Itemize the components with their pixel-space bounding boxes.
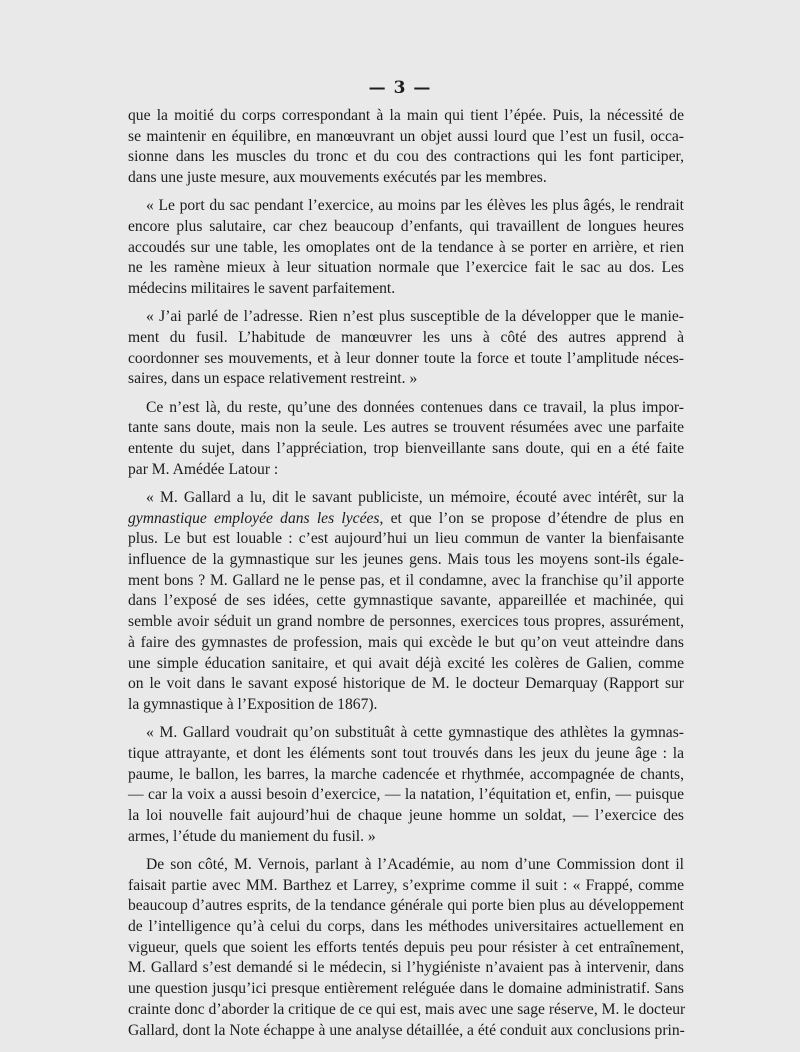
text-line: la gymnastique à l’Exposition de 1867). xyxy=(128,695,378,713)
paragraph xyxy=(128,855,684,1041)
text-line: tique attrayante, et dont les éléments sont tout trouvés dans les jeux du jeune âge : la xyxy=(128,744,684,762)
text-line: ne les ramène mieux à leur situation normale que l’exercice fait le sac au dos. Les xyxy=(128,259,684,277)
text-line: semble avoir séduit un grand nombre de personnes, exercices tous propres, assurément, xyxy=(128,613,684,631)
text-line: armes, l’étude du maniement du fusil. » xyxy=(128,827,376,845)
paragraph xyxy=(128,488,684,716)
text-line: ment du fusil. L’habitude de manœuvrer les uns à côté des autres apprend à xyxy=(128,329,684,347)
text-line: Gallard, dont la Note échappe à une analyse détaillée, a été conduit aux conclusions prin- xyxy=(128,1021,685,1039)
text-line: tante sans doute, mais non la seule. Les autres se trouvent résumées avec une parfaite xyxy=(128,419,684,437)
text-line: « M. Gallard a lu, dit le savant publiciste, un mémoire, écouté avec intérêt, sur la xyxy=(146,488,684,506)
paragraph xyxy=(128,398,684,481)
text-line: vigueur, quels que soient les efforts tentés depuis peu pour résister à cet entraînement, xyxy=(128,938,684,956)
text-line: de l’intelligence qu’à celui du corps, dans les méthodes universitaires actuellement en xyxy=(128,918,684,936)
text-line: sionne dans les muscles du tronc et du cou des contractions qui les font participer, xyxy=(128,148,684,166)
text-line: on le voit dans le savant exposé historique de M. le docteur Demarquay (Rapport sur xyxy=(128,675,684,693)
paragraph xyxy=(128,723,684,847)
text-line: M. Gallard s’est demandé si le médecin, si l’hygiéniste n’avaient pas à intervenir, dans xyxy=(128,959,684,977)
text-line: médecins militaires le savent parfaitement. xyxy=(128,280,396,298)
text-line: coordonner ses mouvements, et à leur donner toute la force et toute l’amplitude néces- xyxy=(128,349,684,367)
text-line: que la moitié du corps correspondant à la main qui tient l’épée. Puis, la nécessité de xyxy=(128,107,684,124)
text-line: dans une juste mesure, aux mouvements exécutés par les membres. xyxy=(128,169,547,187)
text-fragment: , et que l’on se propose d’étendre de plus en xyxy=(379,509,684,527)
text-line: saires, dans un espace relativement restreint. » xyxy=(128,370,418,388)
text-line: ment bons ? M. Gallard ne le pense pas, et il condamne, avec la franchise qu’il apporte xyxy=(128,571,684,589)
text-line: à faire des gymnastes de profession, mais qui excède le but qu’on veut atteindre dans xyxy=(128,633,684,651)
text-line: une question jusqu’ici presque entièrement reléguée dans le domaine administratif. Sans xyxy=(128,980,684,998)
text-line: entente du sujet, dans l’appréciation, trop bienveillante sans doute, qui en a été faite xyxy=(128,440,684,458)
text-line: beaucoup d’autres esprits, de la tendance générale qui porte bien plus au développement xyxy=(128,897,684,915)
text-line: paume, le ballon, les barres, la marche cadencée et rhythmée, accompagnée de chants, xyxy=(128,765,684,783)
paragraph xyxy=(128,196,684,300)
text-line: — car la voix a aussi besoin d’exercice, — la natation, l’équitation et, enfin, — puisque xyxy=(128,786,684,804)
text-line xyxy=(128,509,684,530)
text-line: Ce n’est là, du reste, qu’une des données contenues dans ce travail, la plus impor- xyxy=(146,398,684,416)
text-line: accoudés sur une table, les omoplates ont de la tendance à se porter en arrière, et rien xyxy=(128,238,684,256)
italic-title: gymnastique employée dans les lycées xyxy=(128,509,380,527)
text-line: « M. Gallard voudrait qu’on substituât à cette gymnastique des athlètes la gymnas- xyxy=(146,724,684,742)
text-line: influence de la gymnastique sur les jeunes gens. Mais tous les moyens sont-ils égale- xyxy=(128,551,684,569)
paragraph xyxy=(128,106,684,189)
text-line: par M. Amédée Latour : xyxy=(128,460,279,478)
text-line: « J’ai parlé de l’adresse. Rien n’est plus susceptible de la développer que le manie- xyxy=(146,308,684,326)
text-line: plus. Le but est louable : c’est aujourd’hui un lieu commun de vanter la bienfaisante xyxy=(128,530,684,548)
page-number: — 3 — xyxy=(368,78,432,98)
text-line: la loi nouvelle fait aujourd’hui de chaque jeune homme un soldat, — l’exercice des xyxy=(128,807,684,824)
text-line: dans l’exposé de ses idées, cette gymnastique savante, appareillée et machinée, qui xyxy=(128,592,684,610)
text-line: De son côté, M. Vernois, parlant à l’Académie, au nom d’une Commission dont il xyxy=(146,855,684,873)
text-line: crainte donc d’aborder la critique de ce qui est, mais avec une sage réserve, M. le docteur xyxy=(128,1000,686,1018)
paragraph xyxy=(128,307,684,390)
text-line: « Le port du sac pendant l’exercice, au moins par les élèves les plus âgés, le rendrait xyxy=(146,197,684,215)
text-line: se maintenir en équilibre, en manœuvrant un objet aussi lourd que l’est un fusil, occa- xyxy=(128,127,684,145)
body-text xyxy=(128,106,684,1049)
text-line: encore plus salutaire, car chez beaucoup d’enfants, qui travaillent de longues heures xyxy=(128,218,684,236)
text-line: une simple éducation sanitaire, et qui avait déjà excité les colères de Galien, comme xyxy=(128,654,684,672)
text-line: faisait partie avec MM. Barthez et Larrey, s’exprime comme il suit : « Frappé, comme xyxy=(128,876,684,894)
